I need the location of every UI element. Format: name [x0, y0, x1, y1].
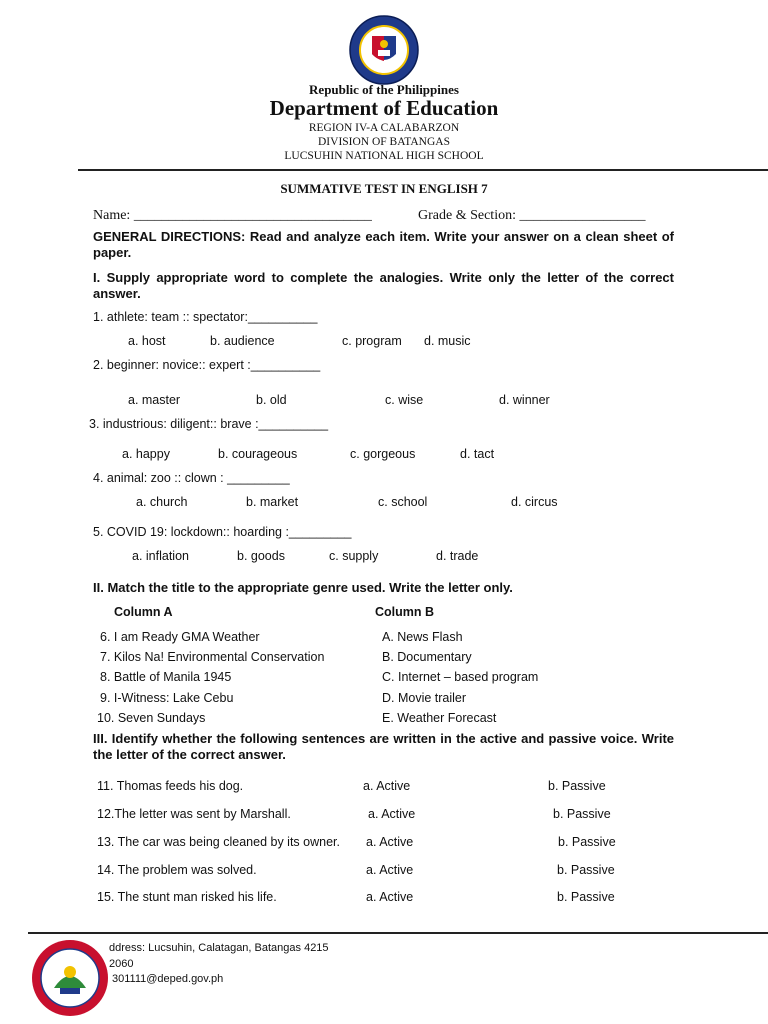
column-b-item: E. Weather Forecast: [382, 711, 497, 725]
choice-5c: c. supply: [329, 549, 379, 563]
header-divider: [78, 169, 768, 171]
question-11: 11. Thomas feeds his dog.: [97, 779, 244, 793]
part1-instruction: I. Supply appropriate word to complete the analogies. Write only the letter of the correct answer.: [93, 270, 674, 301]
column-a-item: 10. Seven Sundays: [97, 711, 206, 725]
column-a-item: 7. Kilos Na! Environmental Conservation: [100, 650, 325, 664]
footer-phone: 2060: [109, 958, 134, 970]
choice-14b: b. Passive: [557, 863, 615, 877]
footer-divider: [28, 932, 768, 934]
choice-2b: b. old: [256, 393, 287, 407]
question-4: 4. animal: zoo :: clown : _________: [93, 471, 290, 485]
column-b-item: C. Internet – based program: [382, 670, 539, 684]
choice-4c: c. school: [378, 495, 428, 509]
column-b-item: B. Documentary: [382, 650, 472, 664]
choice-1c: c. program: [342, 334, 402, 348]
choice-11b: b. Passive: [548, 779, 606, 793]
choice-4d: d. circus: [511, 495, 558, 509]
deped-seal: [348, 14, 420, 86]
choice-13b: b. Passive: [558, 835, 616, 849]
question-13: 13. The car was being cleaned by its owner.: [97, 835, 340, 849]
column-b-item: D. Movie trailer: [382, 691, 467, 705]
column-b-item: A. News Flash: [382, 630, 463, 644]
choice-4b: b. market: [246, 495, 299, 509]
column-a-item: 6. I am Ready GMA Weather: [100, 630, 260, 644]
choice-15b: b. Passive: [557, 890, 615, 904]
column-a-item: 9. I-Witness: Lake Cebu: [100, 691, 234, 705]
footer-address: ddress: Lucsuhin, Calatagan, Batangas 4215: [109, 942, 329, 954]
choice-5d: d. trade: [436, 549, 479, 563]
choice-5a: a. inflation: [132, 549, 189, 563]
choice-13a: a. Active: [366, 835, 414, 849]
general-directions: GENERAL DIRECTIONS: Read and analyze each item. Write your answer on a clean sheet of paper.: [93, 229, 674, 260]
part3-instruction: III. Identify whether the following sentences are written in the active and passive voice. Write the letter of the correct answer.: [93, 731, 674, 762]
choice-2c: c. wise: [385, 393, 424, 407]
choice-3a: a. happy: [122, 447, 170, 461]
choice-14a: a. Active: [366, 863, 414, 877]
division-text: DIVISION OF BATANGAS: [318, 136, 450, 148]
choice-3d: d. tact: [460, 447, 495, 461]
column-b-header: Column B: [375, 605, 435, 619]
school-seal: [30, 938, 110, 1018]
question-1: 1. athlete: team :: spectator:__________: [93, 310, 318, 324]
test-title: SUMMATIVE TEST IN ENGLISH 7: [280, 181, 488, 196]
choice-3c: c. gorgeous: [350, 447, 416, 461]
region-text: REGION IV-A CALABARZON: [308, 122, 460, 134]
choice-12a: a. Active: [368, 807, 416, 821]
choice-2d: d. winner: [499, 393, 550, 407]
choice-12b: b. Passive: [553, 807, 611, 821]
choice-2a: a. master: [128, 393, 181, 407]
question-12: 12.The letter was sent by Marshall.: [97, 807, 291, 821]
question-14: 14. The problem was solved.: [97, 863, 257, 877]
department-title: Department of Education: [269, 96, 499, 120]
grade-section-field: Grade & Section: __________________: [418, 208, 646, 223]
question-2: 2. beginner: novice:: expert :__________: [93, 358, 321, 372]
choice-11a: a. Active: [363, 779, 411, 793]
school-text: LUCSUHIN NATIONAL HIGH SCHOOL: [284, 150, 484, 162]
choice-5b: b. goods: [237, 549, 285, 563]
choice-1a: a. host: [128, 334, 166, 348]
republic-text: Republic of the Philippines: [309, 82, 459, 97]
choice-1b: b. audience: [210, 334, 275, 348]
part2-instruction: II. Match the title to the appropriate genre used. Write the letter only.: [93, 580, 513, 595]
column-a-item: 8. Battle of Manila 1945: [100, 670, 232, 684]
choice-3b: b. courageous: [218, 447, 298, 461]
column-a-header: Column A: [114, 605, 173, 619]
question-3: 3. industrious: diligent:: brave :__________: [89, 417, 329, 431]
choice-4a: a. church: [136, 495, 188, 509]
question-15: 15. The stunt man risked his life.: [97, 890, 277, 904]
choice-1d: d. music: [424, 334, 471, 348]
name-field: Name: __________________________________: [93, 208, 372, 223]
footer-email: 301111@deped.gov.ph: [112, 973, 224, 985]
question-5: 5. COVID 19: lockdown:: hoarding :_________: [93, 525, 352, 539]
choice-15a: a. Active: [366, 890, 414, 904]
